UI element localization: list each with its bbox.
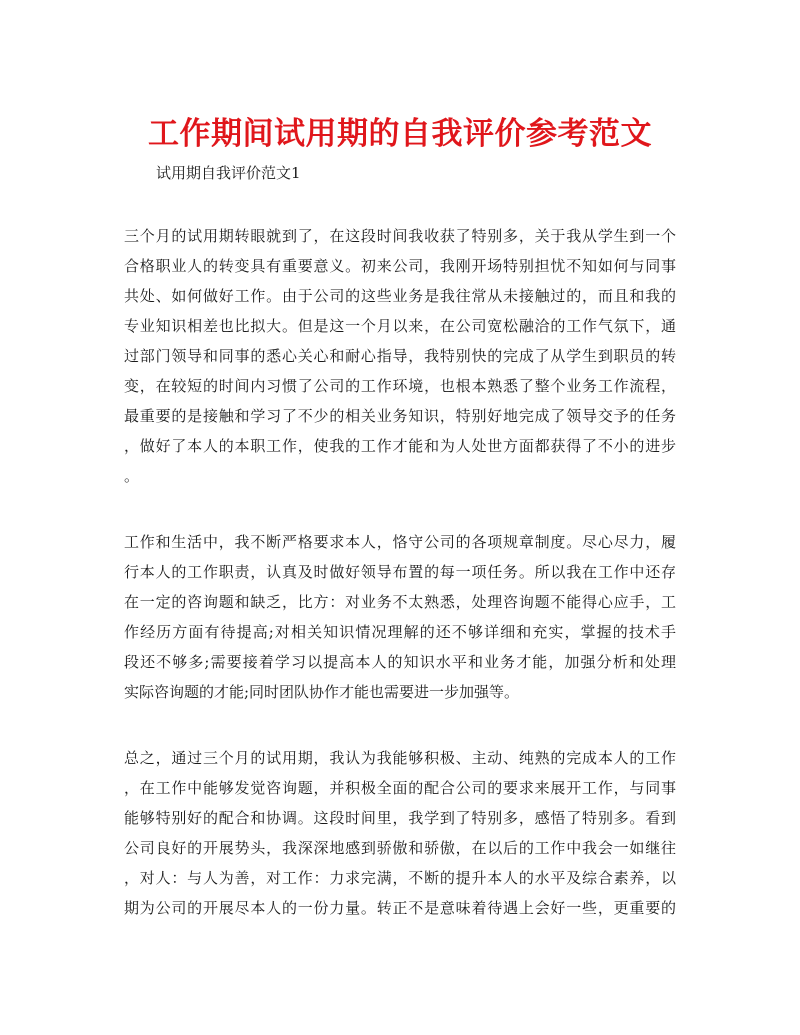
paragraph-line: 共处、如何做好工作。由于公司的这些业务是我往常从未接触过的，而且和我的 bbox=[124, 287, 676, 305]
paragraph-line: ，做好了本人的本职工作，使我的工作才能和为人处世方面都获得了不小的进步 bbox=[124, 437, 676, 455]
paragraph-1 bbox=[124, 221, 676, 491]
paragraph-line: 专业知识相差也比拟大。但是这一个月以来，在公司宽松融洽的工作气氛下，通 bbox=[124, 317, 676, 335]
paragraph-line: 工作和生活中，我不断严格要求本人，恪守公司的各项规章制度。尽心尽力，履 bbox=[124, 533, 676, 551]
paragraph-2 bbox=[124, 527, 676, 707]
paragraph-line: 行本人的工作职责，认真及时做好领导布置的每一项任务。所以我在工作中还存 bbox=[124, 563, 676, 581]
document-subtitle: 试用期自我评价范文1 bbox=[156, 164, 301, 182]
paragraph-line: 总之，通过三个月的试用期，我认为我能够积极、主动、纯熟的完成本人的工作 bbox=[124, 749, 676, 767]
paragraph-line: ，在工作中能够发觉咨询题，并积极全面的配合公司的要求来展开工作，与同事 bbox=[124, 779, 676, 797]
paragraph-line: 期为公司的开展尽本人的一份力量。转正不是意味着待遇上会好一些，更重要的 bbox=[124, 899, 676, 917]
paragraph-line: 三个月的试用期转眼就到了，在这段时间我收获了特别多，关于我从学生到一个 bbox=[124, 227, 676, 245]
paragraph-3 bbox=[124, 743, 676, 923]
paragraph-line: 合格职业人的转变具有重要意义。初来公司，我刚开场特别担忧不知如何与同事 bbox=[124, 257, 676, 275]
paragraph-line: 过部门领导和同事的悉心关心和耐心指导，我特别快的完成了从学生到职员的转 bbox=[124, 347, 676, 365]
paragraph-line: 在一定的咨询题和缺乏，比方：对业务不太熟悉，处理咨询题不能得心应手，工 bbox=[124, 593, 676, 611]
paragraph-line: 段还不够多;需要接着学习以提高本人的知识水平和业务才能，加强分析和处理 bbox=[124, 653, 676, 671]
paragraph-line: 作经历方面有待提高;对相关知识情况理解的还不够详细和充实，掌握的技术手 bbox=[124, 623, 676, 641]
document-title: 工作期间试用期的自我评价参考范文 bbox=[148, 116, 652, 152]
paragraph-line: 实际咨询题的才能;同时团队协作才能也需要进一步加强等。 bbox=[124, 683, 520, 701]
paragraph-line: 公司良好的开展势头，我深深地感到骄傲和骄傲，在以后的工作中我会一如继往 bbox=[124, 839, 676, 857]
paragraph-line: 。 bbox=[124, 467, 140, 485]
paragraph-line: 最重要的是接触和学习了不少的相关业务知识，特别好地完成了领导交予的任务 bbox=[124, 407, 676, 425]
paragraph-line: ，对人：与人为善，对工作：力求完满，不断的提升本人的水平及综合素养，以 bbox=[124, 869, 676, 887]
paragraph-line: 能够特别好的配合和协调。这段时间里，我学到了特别多，感悟了特别多。看到 bbox=[124, 809, 676, 827]
paragraph-line: 变，在较短的时间内习惯了公司的工作环境，也根本熟悉了整个业务工作流程， bbox=[124, 377, 676, 395]
